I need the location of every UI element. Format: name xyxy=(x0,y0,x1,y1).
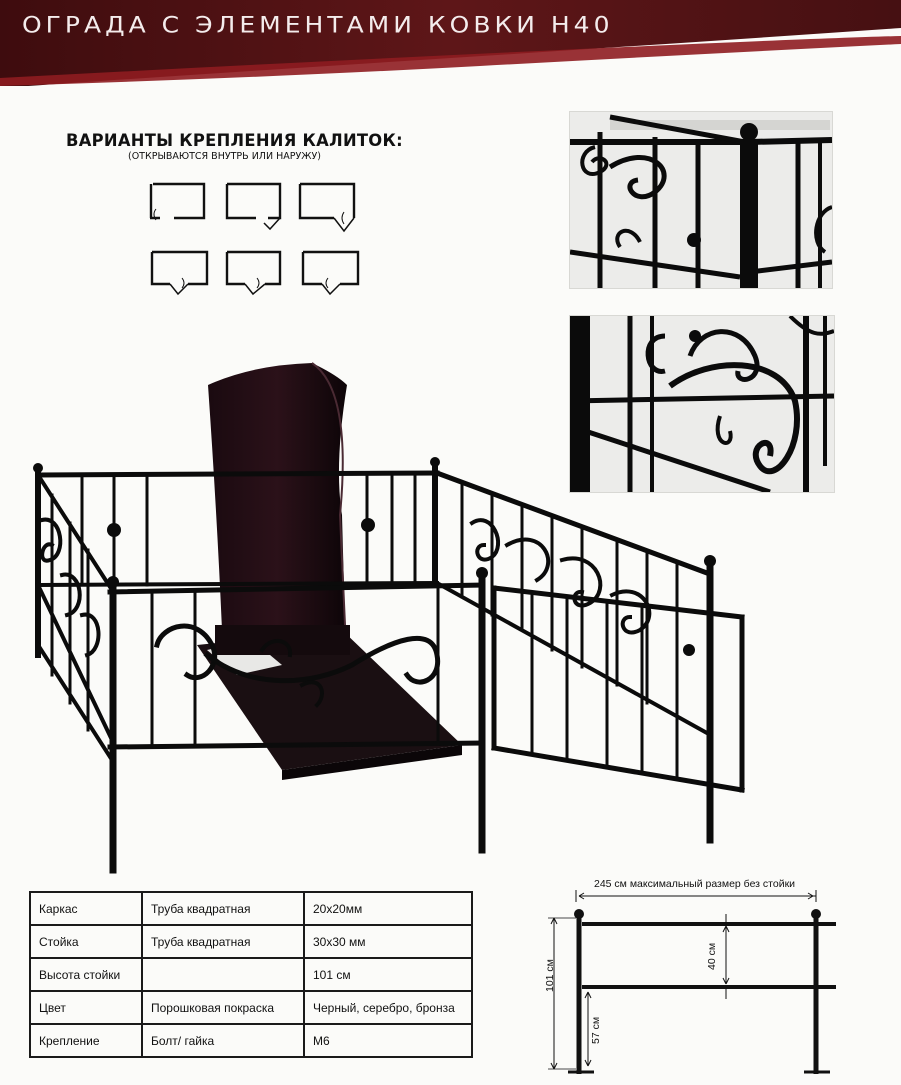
gate-variant-1-icon xyxy=(150,184,204,220)
spec-label: Каркас xyxy=(30,892,142,925)
spec-label: Стойка xyxy=(30,925,142,958)
dimension-drawing xyxy=(546,874,846,1080)
gate-variants-title: ВАРИАНТЫ КРЕПЛЕНИЯ КАЛИТОК: xyxy=(66,131,403,151)
dimension-height-label: 101 см xyxy=(544,959,556,992)
gate-variant-6-icon xyxy=(303,252,358,294)
spec-value: М6 xyxy=(304,1024,472,1057)
spec-label: Крепление xyxy=(30,1024,142,1057)
spec-value: Черный, серебро, бронза xyxy=(304,991,472,1024)
spec-material: Труба квадратная xyxy=(142,925,304,958)
gate-variant-2-icon xyxy=(227,184,280,229)
spec-value: 101 см xyxy=(304,958,472,991)
table-row xyxy=(30,1024,472,1057)
table-row xyxy=(30,958,472,991)
dimension-top-label: 245 см максимальный размер без стойки xyxy=(594,878,796,890)
specs-table xyxy=(29,891,473,1058)
header-banner xyxy=(0,0,901,86)
dimension-diagram xyxy=(546,874,846,1080)
spec-label: Цвет xyxy=(30,991,142,1024)
gate-variants-subtitle: (ОТКРЫВАЮТСЯ ВНУТРЬ ИЛИ НАРУЖУ) xyxy=(128,151,321,162)
gate-variant-3-icon xyxy=(300,184,354,231)
spec-material: Болт/ гайка xyxy=(142,1024,304,1057)
spec-material xyxy=(142,958,304,991)
table-row xyxy=(30,991,472,1024)
spec-material: Порошковая покраска xyxy=(142,991,304,1024)
gate-variant-diagrams xyxy=(140,176,380,316)
fence-detail-photo-1 xyxy=(570,112,832,288)
table-row xyxy=(30,925,472,958)
fence-main-illustration xyxy=(22,345,762,875)
dimension-middle-label: 40 см xyxy=(706,942,718,970)
spec-value: 20x20мм xyxy=(304,892,472,925)
spec-value: 30x30 мм xyxy=(304,925,472,958)
page-title: ОГРАДА С ЭЛЕМЕНТАМИ КОВКИ Н40 xyxy=(22,12,614,39)
spec-label: Высота стойки xyxy=(30,958,142,991)
dimension-bottom-label: 57 см xyxy=(590,1016,602,1044)
gate-variant-4-icon xyxy=(152,252,207,294)
table-row xyxy=(30,892,472,925)
gate-variant-5-icon xyxy=(227,252,280,294)
spec-material: Труба квадратная xyxy=(142,892,304,925)
